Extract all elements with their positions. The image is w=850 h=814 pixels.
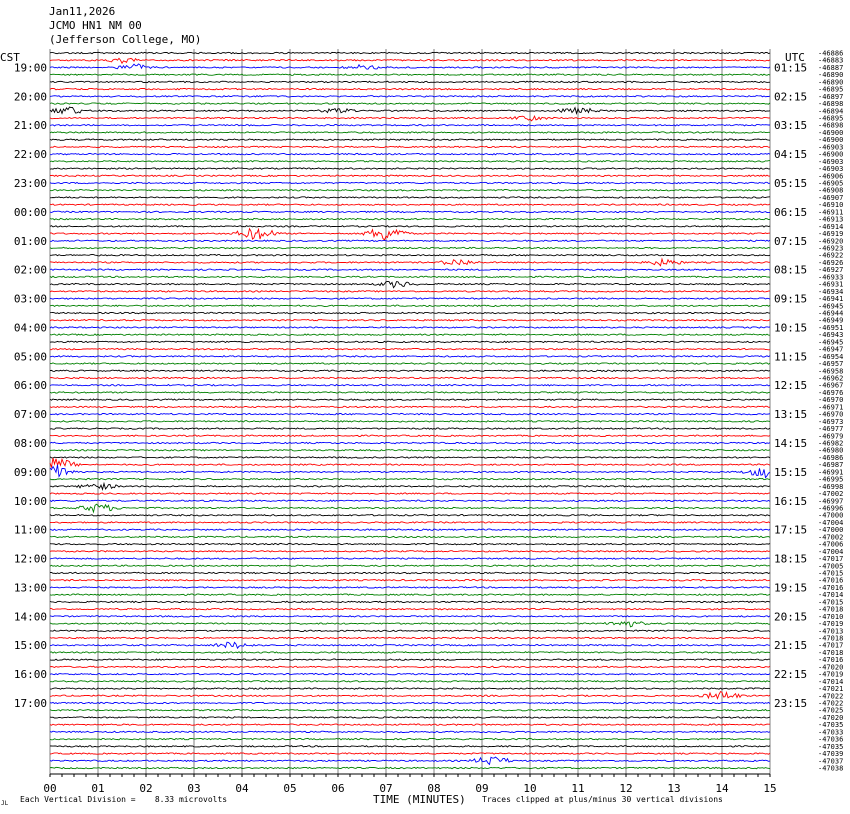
trace-line xyxy=(50,622,770,627)
trace-offset-label: -47036 xyxy=(818,735,844,744)
utc-hour-label: 12:15 xyxy=(774,379,808,393)
trace-line xyxy=(50,226,770,227)
trace-line xyxy=(50,529,770,530)
trace-offset-label: -46954 xyxy=(818,352,844,361)
utc-hour-label: 13:15 xyxy=(774,408,808,422)
trace-offset-label: -46903 xyxy=(818,165,844,174)
trace-offset-label: -47000 xyxy=(818,511,844,520)
trace-offset-label: -46979 xyxy=(818,432,844,441)
trace-line xyxy=(50,724,770,725)
trace-offset-label: -47039 xyxy=(818,750,844,759)
trace-line xyxy=(50,370,770,371)
cst-hour-label: 15:00 xyxy=(13,639,47,653)
trace-line xyxy=(50,515,770,516)
trace-offset-label: -46920 xyxy=(818,237,844,246)
trace-offset-label: -46958 xyxy=(818,367,844,376)
trace-offset-label: -46957 xyxy=(818,360,844,369)
trace-offset-label: -47033 xyxy=(818,728,844,737)
trace-line xyxy=(50,52,770,53)
trace-line xyxy=(50,753,770,754)
utc-hour-label: 16:15 xyxy=(774,494,808,508)
trace-line xyxy=(50,692,770,699)
cst-hour-label: 23:00 xyxy=(13,177,47,190)
utc-hour-label: 19:15 xyxy=(774,581,808,595)
trace-line xyxy=(50,298,770,299)
trace-offset-label: -46907 xyxy=(818,193,844,202)
trace-line xyxy=(50,229,770,240)
cst-hour-label: 07:00 xyxy=(13,408,47,422)
trace-line xyxy=(50,458,770,467)
trace-line xyxy=(50,259,770,266)
trace-offset-label: -46905 xyxy=(818,179,844,188)
trace-line xyxy=(50,392,770,393)
cst-hour-label: 02:00 xyxy=(13,263,47,277)
trace-line xyxy=(50,276,770,277)
station-location: (Jefferson College, MO) xyxy=(49,33,202,46)
trace-offset-label: -47015 xyxy=(818,569,844,578)
trace-line xyxy=(50,421,770,422)
trace-offset-label: -47035 xyxy=(818,721,844,730)
trace-line xyxy=(50,116,770,121)
utc-hour-label: 15:15 xyxy=(774,465,808,479)
trace-offset-label: -46976 xyxy=(818,388,844,397)
trace-line xyxy=(50,197,770,198)
trace-offset-label: -46914 xyxy=(818,222,844,231)
trace-line xyxy=(50,341,770,342)
trace-line xyxy=(50,608,770,609)
trace-line xyxy=(50,255,770,256)
cst-axis-title: CST xyxy=(0,51,20,64)
x-tick-label: 05 xyxy=(283,782,297,795)
trace-offset-label: -47016 xyxy=(818,576,844,585)
trace-offset-label: -46980 xyxy=(818,446,844,455)
trace-line xyxy=(50,153,770,154)
cst-hour-label: 14:00 xyxy=(13,610,47,624)
x-tick-label: 07 xyxy=(379,782,393,795)
trace-offset-label: -47004 xyxy=(818,518,844,527)
trace-line xyxy=(50,717,770,718)
trace-line xyxy=(50,688,770,689)
trace-line xyxy=(50,504,770,512)
cst-hour-label: 19:00 xyxy=(13,61,47,75)
trace-line xyxy=(50,652,770,653)
trace-offset-label: -47037 xyxy=(818,757,844,766)
trace-offset-label: -46977 xyxy=(818,425,844,434)
trace-line xyxy=(50,413,770,414)
trace-line xyxy=(50,334,770,335)
trace-offset-label: -47002 xyxy=(818,533,844,542)
trace-line xyxy=(50,320,770,321)
trace-line xyxy=(50,305,770,306)
trace-line xyxy=(50,543,770,544)
trace-line xyxy=(50,558,770,559)
trace-line xyxy=(50,738,770,739)
trace-line xyxy=(50,572,770,573)
trace-line xyxy=(50,81,770,82)
trace-offset-label: -46886 xyxy=(818,49,844,58)
cst-hour-label: 12:00 xyxy=(13,552,47,566)
utc-hour-label: 14:15 xyxy=(774,437,808,450)
utc-hour-label: 08:15 xyxy=(774,263,808,277)
trace-offset-label: -46986 xyxy=(818,453,844,462)
trace-line xyxy=(50,580,770,581)
trace-offset-label: -46898 xyxy=(818,121,844,130)
trace-offset-label: -46895 xyxy=(818,85,844,94)
trace-line xyxy=(50,103,770,104)
trace-line xyxy=(50,551,770,552)
trace-offset-label: -46900 xyxy=(818,136,844,145)
x-tick-label: 01 xyxy=(91,782,105,795)
cst-hour-label: 00:00 xyxy=(13,205,47,219)
utc-hour-label: 09:15 xyxy=(774,292,808,306)
plot-date: Jan11,2026 xyxy=(49,5,116,18)
trace-line xyxy=(50,484,770,490)
trace-offset-label: -46927 xyxy=(818,266,844,275)
cst-hour-label: 01:00 xyxy=(13,234,47,248)
trace-offset-label: -46998 xyxy=(818,482,844,491)
trace-offset-label: -47019 xyxy=(818,670,844,679)
trace-line xyxy=(50,616,770,617)
trace-line xyxy=(50,637,770,638)
trace-line xyxy=(50,139,770,140)
trace-offset-label: -47014 xyxy=(818,677,844,686)
trace-offset-label: -46900 xyxy=(818,128,844,137)
trace-offset-label: -46911 xyxy=(818,208,844,217)
trace-offset-label: -47006 xyxy=(818,540,844,549)
trace-line xyxy=(50,96,770,97)
trace-offset-label: -47020 xyxy=(818,663,844,672)
cst-hour-label: 10:00 xyxy=(13,494,47,508)
cst-hour-label: 20:00 xyxy=(13,90,47,104)
utc-hour-label: 05:15 xyxy=(774,177,808,190)
cst-hour-label: 08:00 xyxy=(13,437,47,450)
trace-line xyxy=(50,312,770,313)
trace-offset-label: -46943 xyxy=(818,331,844,340)
trace-offset-label: -46944 xyxy=(818,309,844,318)
trace-offset-label: -46903 xyxy=(818,157,844,166)
trace-offset-label: -46973 xyxy=(818,417,844,426)
trace-line xyxy=(50,630,770,631)
utc-hour-label: 06:15 xyxy=(774,205,808,219)
trace-offset-label: -46895 xyxy=(818,114,844,123)
trace-line xyxy=(50,757,770,764)
clip-note: Traces clipped at plus/minus 30 vertical divisions xyxy=(482,795,723,804)
trace-offset-label: -46890 xyxy=(818,71,844,80)
x-tick-label: 00 xyxy=(43,782,57,795)
utc-hour-label: 20:15 xyxy=(774,610,808,624)
trace-offset-label: -46887 xyxy=(818,63,844,72)
trace-line xyxy=(50,565,770,566)
logo-mark: JL xyxy=(1,800,9,807)
trace-offset-label: -47013 xyxy=(818,627,844,636)
cst-hour-label: 04:00 xyxy=(13,321,47,335)
trace-offset-label: -47018 xyxy=(818,634,844,643)
trace-line xyxy=(50,406,770,407)
utc-hour-label: 17:15 xyxy=(774,523,808,537)
trace-line xyxy=(50,175,770,176)
trace-line xyxy=(50,348,770,349)
trace-offset-label: -46995 xyxy=(818,475,844,484)
trace-offset-label: -47015 xyxy=(818,598,844,607)
x-tick-label: 12 xyxy=(619,782,633,795)
trace-offset-label: -46933 xyxy=(818,273,844,282)
utc-hour-label: 01:15 xyxy=(774,61,808,75)
trace-line xyxy=(50,457,770,458)
trace-offset-label: -46996 xyxy=(818,504,844,513)
trace-offset-label: -46967 xyxy=(818,381,844,390)
trace-offset-label: -46890 xyxy=(818,78,844,87)
trace-offset-label: -46970 xyxy=(818,410,844,419)
trace-offset-label: -46900 xyxy=(818,150,844,159)
trace-line xyxy=(50,385,770,386)
trace-line xyxy=(50,767,770,768)
trace-line xyxy=(50,247,770,248)
x-tick-label: 08 xyxy=(427,782,441,795)
trace-line xyxy=(50,673,770,674)
trace-line xyxy=(50,211,770,212)
trace-line xyxy=(50,702,770,703)
utc-hour-label: 11:15 xyxy=(774,350,808,364)
trace-offset-label: -47014 xyxy=(818,591,844,600)
trace-offset-label: -46941 xyxy=(818,295,844,304)
scale-note: Each Vertical Division = 8.33 microvolts xyxy=(20,795,228,804)
trace-offset-label: -46962 xyxy=(818,374,844,383)
trace-offset-label: -47017 xyxy=(818,555,844,564)
trace-line xyxy=(50,356,770,357)
trace-line xyxy=(50,710,770,711)
trace-line xyxy=(50,587,770,588)
seismic-traces xyxy=(50,52,770,768)
trace-offset-label: -47018 xyxy=(818,648,844,657)
trace-line xyxy=(50,132,770,133)
trace-line xyxy=(50,74,770,75)
trace-line xyxy=(50,204,770,205)
trace-offset-label: -47020 xyxy=(818,713,844,722)
trace-line xyxy=(50,161,770,162)
x-tick-label: 13 xyxy=(667,782,681,795)
trace-line xyxy=(50,522,770,523)
trace-offset-label: -46883 xyxy=(818,56,844,65)
trace-offset-label: -46934 xyxy=(818,287,844,296)
trace-offset-label: -47025 xyxy=(818,706,844,715)
trace-line xyxy=(50,731,770,732)
x-tick-label: 06 xyxy=(331,782,345,795)
trace-offset-label: -47017 xyxy=(818,641,844,650)
trace-offset-label: -47000 xyxy=(818,526,844,535)
cst-hour-label: 21:00 xyxy=(13,119,47,133)
trace-line xyxy=(50,291,770,292)
trace-offset-label: -47022 xyxy=(818,692,844,701)
trace-line xyxy=(50,182,770,183)
cst-hour-label: 06:00 xyxy=(13,379,47,393)
trace-line xyxy=(50,58,770,63)
x-tick-label: 14 xyxy=(715,782,729,795)
x-tick-label: 10 xyxy=(523,782,537,795)
trace-offset-label: -46906 xyxy=(818,172,844,181)
trace-line xyxy=(50,500,770,501)
trace-offset-label: -46894 xyxy=(818,107,844,116)
trace-line xyxy=(50,746,770,747)
trace-line xyxy=(50,240,770,241)
trace-offset-label: -46970 xyxy=(818,396,844,405)
x-axis-label: TIME (MINUTES) xyxy=(373,793,466,806)
trace-offset-label: -47005 xyxy=(818,562,844,571)
cst-hour-label: 09:00 xyxy=(13,465,47,479)
trace-offset-label: -46997 xyxy=(818,497,844,506)
trace-offset-label: -46991 xyxy=(818,468,844,477)
trace-line xyxy=(50,64,770,69)
trace-offset-label: -46919 xyxy=(818,230,844,239)
trace-offset-label: -46926 xyxy=(818,258,844,267)
trace-offset-label: -47038 xyxy=(818,764,844,773)
cst-hour-label: 05:00 xyxy=(13,350,47,364)
utc-hour-label: 22:15 xyxy=(774,668,808,682)
station-code: JCMO HN1 NM 00 xyxy=(49,19,142,32)
cst-hour-label: 13:00 xyxy=(13,581,47,595)
trace-offset-label: -47002 xyxy=(818,490,844,499)
trace-offset-label: -46971 xyxy=(818,403,844,412)
trace-line xyxy=(50,642,770,648)
trace-line xyxy=(50,168,770,169)
trace-line xyxy=(50,435,770,436)
trace-offset-label: -47010 xyxy=(818,612,844,621)
trace-line xyxy=(50,190,770,191)
trace-offset-label: -46897 xyxy=(818,92,844,101)
trace-line xyxy=(50,594,770,595)
trace-line xyxy=(50,88,770,89)
utc-hour-label: 03:15 xyxy=(774,119,808,133)
trace-line xyxy=(50,478,770,479)
trace-offset-label: -46910 xyxy=(818,201,844,210)
trace-line xyxy=(50,493,770,494)
trace-line xyxy=(50,281,770,287)
trace-line xyxy=(50,125,770,126)
cst-hour-label: 22:00 xyxy=(13,148,47,162)
trace-offset-label: -46951 xyxy=(818,323,844,332)
trace-offset-label: -47022 xyxy=(818,699,844,708)
x-tick-label: 11 xyxy=(571,782,585,795)
trace-offset-label: -47016 xyxy=(818,583,844,592)
utc-axis-title: UTC xyxy=(785,51,805,64)
trace-line xyxy=(50,536,770,537)
trace-offset-label: -47018 xyxy=(818,605,844,614)
trace-line xyxy=(50,450,770,451)
trace-line xyxy=(50,465,770,478)
utc-hour-label: 23:15 xyxy=(774,697,808,710)
trace-offset-label: -47021 xyxy=(818,685,844,694)
cst-hour-label: 03:00 xyxy=(13,292,47,306)
trace-line xyxy=(50,659,770,660)
x-tick-label: 03 xyxy=(187,782,201,795)
utc-hour-label: 10:15 xyxy=(774,321,808,335)
trace-offset-label: -46947 xyxy=(818,345,844,354)
trace-offset-label: -46945 xyxy=(818,338,844,347)
x-tick-label: 15 xyxy=(763,782,777,795)
trace-offset-label: -46949 xyxy=(818,316,844,325)
trace-line xyxy=(50,327,770,328)
trace-line xyxy=(50,399,770,400)
trace-offset-label: -46913 xyxy=(818,215,844,224)
trace-offset-label: -47016 xyxy=(818,656,844,665)
cst-hour-label: 11:00 xyxy=(13,523,47,537)
trace-offset-label: -47019 xyxy=(818,620,844,629)
trace-line xyxy=(50,428,770,429)
trace-offset-label: -46987 xyxy=(818,461,844,470)
utc-hour-label: 02:15 xyxy=(774,90,808,104)
trace-offset-label: -46931 xyxy=(818,280,844,289)
trace-line xyxy=(50,377,770,378)
trace-offset-label: -46908 xyxy=(818,186,844,195)
trace-line xyxy=(50,269,770,270)
utc-hour-label: 07:15 xyxy=(774,234,808,248)
trace-line xyxy=(50,681,770,682)
trace-offset-label: -47035 xyxy=(818,742,844,751)
utc-hour-label: 04:15 xyxy=(774,148,808,162)
trace-offset-label: -47004 xyxy=(818,547,844,556)
utc-hour-label: 21:15 xyxy=(774,639,808,653)
trace-offset-label: -46922 xyxy=(818,251,844,260)
trace-offset-label: -46982 xyxy=(818,439,844,448)
trace-offset-label: -46898 xyxy=(818,100,844,109)
trace-line xyxy=(50,666,770,667)
trace-line xyxy=(50,107,770,113)
x-tick-label: 04 xyxy=(235,782,249,795)
trace-line xyxy=(50,363,770,364)
trace-offset-label: -46923 xyxy=(818,244,844,253)
trace-line xyxy=(50,601,770,602)
trace-line xyxy=(50,442,770,443)
trace-line xyxy=(50,218,770,219)
trace-offset-label: -46903 xyxy=(818,143,844,152)
trace-offset-label: -46945 xyxy=(818,302,844,311)
trace-line xyxy=(50,146,770,147)
utc-hour-label: 18:15 xyxy=(774,552,808,566)
cst-hour-label: 17:00 xyxy=(13,697,47,710)
x-tick-label: 02 xyxy=(139,782,153,795)
cst-hour-label: 16:00 xyxy=(13,668,47,682)
x-tick-label: 09 xyxy=(475,782,489,795)
